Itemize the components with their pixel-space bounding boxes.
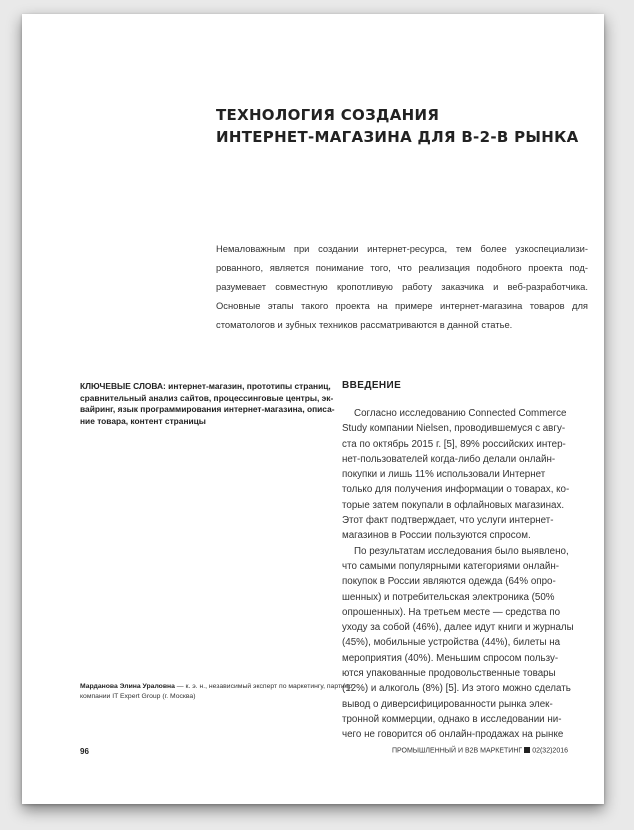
- document-page: [22, 14, 604, 804]
- body-line: покупки и лишь 11% использовали Интернет: [342, 469, 546, 481]
- body-line: (45%), мобильные устройства (44%), билеты на: [342, 637, 561, 649]
- keywords-line: КЛЮЧЕВЫЕ СЛОВА: интернет-магазин, прототипы страниц,: [80, 381, 331, 391]
- author-affiliation: компании IT Expert Group (г. Москва): [80, 693, 196, 700]
- author-line-1: [80, 682, 353, 692]
- body-line: только для получения информации о товарах, ко-: [342, 484, 570, 496]
- body-line: уходу за собой (46%), далее идут книги и журналы: [342, 622, 574, 634]
- body-line: По результатам исследования было выявлено,: [354, 545, 569, 557]
- author-note: [80, 682, 353, 702]
- body-line: что самыми популярными категориями онлайн-: [342, 560, 559, 572]
- keywords-line: вайринг, язык программирования интернет-магазина, описа-: [80, 404, 335, 414]
- body-line: Этот факт подтверждает, что услуги интернет-: [342, 515, 554, 527]
- body-line: опрошенных). На третьем месте — средства по: [342, 606, 561, 618]
- body-line: магазинов в России пользуются спросом.: [342, 530, 531, 542]
- body-line: тронной коммерции, однако в исследовании ни-: [342, 713, 562, 725]
- body-line: чего не говорится об онлайн-продажах на рынке: [342, 729, 564, 741]
- journal-name: ПРОМЫШЛЕННЫЙ И B2B МАРКЕТИНГ: [391, 747, 523, 755]
- abstract-line: разумевает совместную кропотливую работу заказчика и веб-разработчика.: [216, 281, 588, 292]
- section-heading: ВВЕДЕНИЕ: [342, 380, 402, 391]
- journal-footer: [392, 747, 568, 755]
- body-line: (12%) и алкоголь (8%) [5]. Из этого можно сделать: [342, 683, 571, 695]
- body-line: Согласно исследованию Connected Commerce: [354, 408, 567, 419]
- keywords-line: ние товара, контент страницы: [80, 415, 206, 426]
- abstract-line: рованного, является понимание того, что реализация подобного проекта под-: [216, 262, 588, 273]
- body-line: торые затем покупали в офлайновых магазинах.: [342, 499, 565, 511]
- square-bullet-icon: [524, 747, 530, 753]
- page-number: 96: [80, 747, 89, 756]
- abstract-line: Немаловажным при создании интернет-ресурса, тем более узкоспециализи-: [216, 243, 588, 254]
- keywords-block: [80, 381, 335, 427]
- body-line: мероприятия (40%). Меньшим спросом пользу-: [342, 652, 559, 664]
- body-text-column: [342, 406, 590, 743]
- body-line: покупок в России являются одежда (64% опро-: [342, 576, 556, 588]
- abstract-line: Основные этапы такого проекта на примере интернет-магазина товаров для: [216, 300, 588, 311]
- body-line: ются упакованные продовольственные товары: [342, 668, 556, 680]
- author-name: Марданова Элина Ураловна: [80, 683, 175, 690]
- body-line: шенных) и потребительская электроника (50%: [342, 591, 555, 603]
- abstract: [216, 239, 588, 334]
- keywords-line: сравнительный анализ сайтов, процессинговые центры, эк-: [80, 392, 334, 403]
- author-credentials: — к. э. н., независимый эксперт по маркетингу, партнер: [174, 683, 353, 690]
- abstract-line: стоматологов и зубных техников рассматриваются в данной статье.: [216, 319, 513, 330]
- body-line: Study компании Nielsen, проводившемуся с авгу-: [342, 423, 566, 435]
- body-line: нет-пользователей когда-либо делали онлайн-: [342, 453, 556, 465]
- article-title-line-2: ИНТЕРНЕТ-МАГАЗИНА ДЛЯ В-2-В РЫНКА: [216, 128, 579, 146]
- body-line: ста по октябрь 2015 г. [5], 89% российских интер-: [342, 438, 566, 450]
- article-title-line-1: ТЕХНОЛОГИЯ СОЗДАНИЯ: [216, 106, 440, 124]
- journal-issue: 02(32)2016: [532, 747, 568, 755]
- body-line: вывод о диверсифицированности рынка элек-: [342, 698, 553, 710]
